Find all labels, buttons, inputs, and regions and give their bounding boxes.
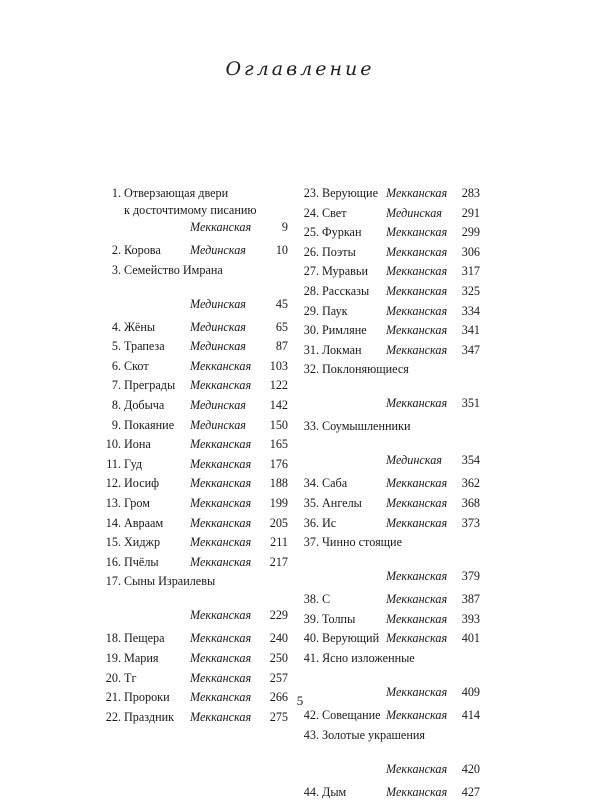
toc-entry-number: 18.	[105, 631, 121, 646]
toc-entry	[298, 303, 480, 320]
toc-entry-title	[124, 456, 142, 473]
toc-entry-title	[322, 322, 367, 339]
toc-entry-title	[124, 554, 159, 571]
toc-entry	[100, 630, 288, 647]
toc-entry-number: 22.	[105, 709, 121, 724]
toc-entry-number: 10.	[105, 437, 121, 452]
page-number: 5	[296, 693, 304, 708]
toc-entry	[100, 650, 288, 667]
toc-entry-title-line: С	[322, 592, 331, 607]
toc-entry-type: Мекканская	[190, 515, 252, 530]
toc-entry-title	[124, 242, 161, 259]
toc-entry-number: 29.	[303, 303, 319, 318]
toc-entry-number: 35.	[303, 496, 319, 510]
toc-entry-number: 1.	[111, 186, 121, 200]
toc-entry-page: 65	[275, 319, 288, 334]
toc-entry-page: 351	[461, 396, 480, 411]
toc-entry-title-line: Праздник	[124, 709, 175, 724]
toc-entry-title	[322, 515, 336, 532]
toc-entry-type: Мединская	[190, 296, 246, 311]
toc-entry-title	[322, 707, 381, 724]
toc-entry-page: 387	[461, 592, 480, 607]
toc-entry	[298, 727, 480, 778]
toc-entry-number: 24.	[303, 205, 319, 220]
toc-entry-type: Мекканская	[386, 496, 448, 510]
toc-entry-title-line: Дым	[322, 784, 347, 799]
toc-entry-number: 32.	[303, 362, 319, 377]
toc-entry-title-line: Преграды	[124, 378, 176, 393]
toc-entry-type: Мекканская	[386, 476, 448, 491]
toc-entry-number: 11.	[106, 456, 121, 471]
toc-entry-page: 334	[461, 303, 480, 318]
toc-entry-title-line: Сыны Израилевы	[124, 574, 216, 589]
toc-entry	[100, 436, 288, 453]
toc-entry-page: 217	[269, 554, 288, 569]
toc-entry-page: 165	[269, 437, 288, 452]
toc-entry-title	[124, 377, 175, 394]
toc-entry-title-line: Авраам	[124, 515, 164, 530]
toc-entry-title	[124, 417, 174, 434]
toc-entry-title	[124, 358, 149, 375]
toc-entry-title-line: Мария	[124, 651, 159, 665]
toc-entry	[298, 361, 480, 412]
toc-entry-title	[322, 727, 425, 744]
toc-entry-title	[124, 436, 151, 453]
toc-entry-title	[322, 361, 409, 378]
toc-entry-title	[322, 495, 362, 512]
toc-entry-type: Мекканская	[190, 476, 252, 491]
toc-entry	[298, 515, 480, 532]
toc-entry-type: Мекканская	[190, 651, 252, 665]
toc-entry-title-line: Хиджр	[124, 535, 161, 550]
toc-entry-number: 3.	[111, 262, 121, 277]
toc-entry-title	[124, 319, 155, 336]
toc-entry	[298, 707, 480, 724]
toc-entry-number: 40.	[303, 631, 319, 646]
toc-entry-number: 42.	[303, 708, 319, 722]
toc-entry-type: Мединская	[190, 339, 246, 354]
toc-entry-number: 17.	[105, 574, 121, 589]
toc-entry-type: Мекканская	[386, 225, 448, 240]
toc-entry-type: Мекканская	[190, 690, 252, 705]
toc-entry-title-line: Совещание	[322, 708, 381, 722]
toc-entry-page: 341	[461, 323, 480, 338]
toc-entry-type: Мекканская	[190, 437, 252, 452]
toc-entry-page: 240	[269, 631, 288, 646]
toc-entry-title-line: Локман	[322, 342, 362, 357]
toc-entry-type: Мекканская	[190, 358, 252, 373]
toc-entry-page: 368	[461, 496, 480, 510]
toc-entry	[100, 670, 288, 687]
toc-entry-number: 6.	[111, 358, 121, 373]
toc-entry-type: Мекканская	[386, 284, 448, 298]
toc-entry-page: 9	[281, 220, 288, 234]
toc-entry-title	[322, 224, 361, 241]
toc-entry-page: 283	[461, 186, 480, 200]
toc-entry	[100, 319, 288, 336]
toc-entry-type: Мекканская	[386, 784, 448, 799]
toc-entry	[298, 630, 480, 647]
toc-entry-title-line: Трапеза	[124, 339, 165, 354]
toc-entry-title-line: Скот	[124, 358, 149, 373]
toc-entry-number: 13.	[105, 496, 121, 510]
toc-entry-type: Мекканская	[386, 342, 448, 357]
toc-entry-number: 14.	[105, 515, 121, 530]
toc-entry-type: Мединская	[190, 319, 246, 334]
toc-entry-number: 16.	[105, 554, 121, 569]
toc-entry	[298, 185, 480, 202]
toc-entry-type: Мекканская	[386, 592, 448, 607]
toc-entry-title-line: Семейство Имрана	[124, 262, 223, 277]
toc-entry-number: 12.	[105, 476, 121, 491]
toc-entry-page: 122	[269, 378, 288, 393]
toc-entry-type: Мединская	[190, 417, 246, 432]
toc-entry-title	[322, 534, 402, 551]
toc-entry-page: 275	[269, 709, 288, 724]
toc-entry-title-line: Гуд	[124, 456, 143, 471]
toc-entry-title-line: Поэты	[322, 244, 356, 259]
toc-entry-type: Мекканская	[386, 303, 448, 318]
toc-entry-title	[124, 709, 174, 726]
toc-entry-page: 45	[275, 296, 288, 311]
toc-entry-title-line: Пророки	[124, 690, 170, 705]
toc-entry	[100, 515, 288, 532]
toc-entry	[100, 358, 288, 375]
toc-entry-number: 8.	[111, 398, 121, 412]
toc-entry-type: Мекканская	[190, 709, 252, 724]
toc-entry	[100, 377, 288, 394]
toc-entry	[100, 338, 288, 355]
toc-entry-type: Мединская	[190, 398, 246, 412]
toc-entry-page: 373	[461, 515, 480, 530]
toc-entry-title	[124, 262, 223, 279]
toc-entry-title-line: Иосиф	[124, 476, 160, 491]
toc-entry-title-line: Жёны	[124, 319, 156, 334]
toc-entry-title	[322, 263, 368, 280]
toc-entry-page: 142	[269, 398, 288, 412]
toc-entry-title	[124, 650, 158, 667]
toc-entry-page: 401	[461, 631, 480, 646]
toc-entry-page: 150	[269, 417, 288, 432]
toc-entry-page: 354	[461, 453, 480, 468]
toc-entry-page: 299	[461, 225, 480, 240]
toc-entry-number: 39.	[303, 611, 319, 626]
toc-entry-title-line: Толпы	[322, 611, 356, 626]
toc-entry	[298, 495, 480, 512]
toc-entry-page: 257	[269, 670, 288, 685]
toc-entry	[100, 495, 288, 512]
toc-entry-type: Мекканская	[386, 611, 448, 626]
toc-entry-title	[322, 244, 356, 261]
toc-entry-number: 7.	[111, 378, 121, 393]
toc-entry-title-line: Верующие	[322, 186, 378, 200]
toc-entry	[100, 554, 288, 571]
toc-entry-number: 34.	[303, 476, 319, 491]
toc-entry-title	[322, 630, 379, 647]
toc-entry-type: Мекканская	[386, 515, 448, 530]
toc-entry-page: 347	[461, 342, 480, 357]
toc-entry-title	[124, 670, 136, 687]
toc-entry	[100, 242, 288, 259]
toc-entry-title-line: Пчёлы	[124, 554, 159, 569]
toc-entry-title	[322, 283, 369, 300]
toc-entry-type: Мекканская	[386, 244, 448, 259]
toc-entry	[100, 534, 288, 551]
toc-entry-title-line: Паук	[322, 303, 348, 318]
toc-entry-title-line: Римляне	[322, 323, 367, 338]
toc-entry-title	[322, 185, 378, 202]
toc-entry-number: 26.	[303, 244, 319, 259]
toc-entry-title	[322, 303, 348, 320]
toc-entry-number: 4.	[111, 319, 121, 334]
toc-entry-page: 409	[461, 685, 480, 699]
toc-entry-title	[322, 475, 347, 492]
toc-entry	[298, 283, 480, 300]
toc-entry-title-line: Поклоняющиеся	[322, 362, 409, 377]
toc-entry-type: Мекканская	[386, 708, 448, 722]
toc-entry-type: Мекканская	[190, 220, 252, 234]
toc-entry-page: 414	[461, 708, 480, 722]
toc-entry-number: 43.	[303, 727, 319, 742]
toc-entry-number: 27.	[303, 264, 319, 279]
toc-entry-page: 325	[461, 284, 480, 298]
toc-entry-type: Мекканская	[386, 685, 448, 699]
toc-entry-page: 188	[269, 476, 288, 491]
toc-entry-title-line: Ис	[322, 515, 337, 530]
toc-entry	[298, 263, 480, 280]
toc-entry	[100, 456, 288, 473]
toc-entry-type: Мекканская	[190, 378, 252, 393]
toc-entry-type: Мекканская	[190, 456, 252, 471]
toc-entry	[298, 205, 480, 222]
toc-entry-type: Мекканская	[190, 631, 252, 646]
toc-entry-title-line: Муравьи	[322, 264, 368, 279]
toc-entry-number: 36.	[303, 515, 319, 530]
toc-entry-page: 205	[269, 515, 288, 530]
toc-entry-title	[124, 475, 159, 492]
toc-entry-title-line: Свет	[322, 205, 347, 220]
toc-entry-page: 176	[269, 456, 288, 471]
toc-entry-title-line: Иона	[124, 437, 151, 452]
toc-entry-number: 2.	[111, 243, 121, 257]
toc-entry-page: 317	[461, 264, 480, 279]
toc-entry-title-line: Корова	[124, 243, 161, 257]
toc-entry-type: Мекканская	[190, 608, 252, 623]
toc-entry-page: 211	[270, 535, 288, 550]
toc-entry-title	[124, 338, 165, 355]
toc-entry-type: Мекканская	[386, 396, 448, 411]
toc-entry-type: Мекканская	[190, 670, 252, 685]
toc-entry-page: 199	[269, 496, 288, 510]
toc-entry	[100, 573, 288, 624]
toc-entry-type: Мекканская	[386, 631, 448, 646]
toc-entry-page: 427	[461, 784, 480, 799]
toc-entry-number: 5.	[111, 339, 121, 354]
toc-entry-title	[124, 397, 164, 414]
toc-entry-title-line: к досточтимому писанию	[124, 203, 257, 217]
toc-entry-title	[124, 515, 163, 532]
toc-entry-number: 25.	[303, 225, 319, 240]
toc-entry-page: 393	[461, 611, 480, 626]
toc-entry	[298, 342, 480, 359]
toc-entry-title-line: Отверзающая двери	[124, 186, 229, 200]
toc-entry-type: Мекканская	[190, 554, 252, 569]
toc-entry-page: 420	[461, 761, 480, 776]
toc-entry-title	[322, 342, 362, 359]
toc-entry-number: 28.	[303, 284, 319, 298]
toc-entry-title-line: Покаяние	[124, 417, 175, 432]
toc-entry	[100, 397, 288, 414]
toc-entry	[298, 244, 480, 261]
toc-entry-page: 306	[461, 244, 480, 259]
toc-entry-page: 379	[461, 569, 480, 584]
toc-entry-type: Мединская	[386, 453, 442, 468]
toc-entry-number: 9.	[111, 417, 121, 432]
toc-entry	[100, 262, 288, 313]
toc-entry-number: 15.	[105, 535, 121, 550]
toc-entry-title	[124, 573, 215, 590]
toc-entry-title	[124, 495, 150, 512]
toc-entry-title-line: Чинно стоящие	[322, 535, 402, 550]
toc-entry	[298, 611, 480, 628]
toc-entry	[298, 322, 480, 339]
toc-entry-title	[124, 185, 257, 219]
toc-entry-type: Мединская	[190, 243, 246, 257]
toc-entry-page: 266	[269, 690, 288, 705]
toc-entry	[298, 418, 480, 469]
toc-entry	[298, 224, 480, 241]
toc-entry-type: Мекканская	[386, 761, 448, 776]
toc-entry-type: Мекканская	[386, 323, 448, 338]
toc-entry-title-line: Саба	[322, 476, 348, 491]
toc-entry-type: Мекканская	[386, 569, 448, 584]
page-title: Оглавление	[225, 58, 375, 80]
toc-entry-page: 229	[269, 608, 288, 623]
toc-entry-title	[322, 591, 330, 608]
toc-entry	[100, 417, 288, 434]
toc-entry-number: 30.	[303, 323, 319, 338]
toc-entry-title-line: Тг	[124, 670, 137, 685]
toc-entry-title-line: Гром	[124, 496, 150, 510]
toc-entry-title-line: Рассказы	[322, 284, 370, 298]
toc-entry-number: 38.	[303, 592, 319, 607]
toc-entry-page: 10	[275, 243, 288, 257]
toc-entry-title-line: Ясно изложенные	[322, 651, 415, 665]
toc-entry-page: 362	[461, 476, 480, 491]
toc-entry-title-line: Фуркан	[322, 225, 362, 240]
toc-entry-page: 250	[269, 651, 288, 665]
toc-entry-title-line: Добыча	[124, 398, 165, 412]
toc-entry-title	[322, 611, 355, 628]
toc-entry-type: Мекканская	[386, 186, 448, 200]
toc-entry-page: 291	[461, 205, 480, 220]
toc-entry-number: 31.	[303, 342, 319, 357]
toc-entry	[100, 709, 288, 726]
toc-entry-number: 37.	[303, 535, 319, 550]
toc-entry	[298, 475, 480, 492]
toc-entry	[100, 475, 288, 492]
toc-entry-number: 19.	[105, 651, 121, 665]
toc-entry	[298, 784, 480, 801]
toc-entry-title-line: Соумышленники	[322, 419, 411, 434]
toc-entry-number: 23.	[303, 186, 319, 200]
toc-entry-type: Мекканская	[386, 264, 448, 279]
toc-entry	[298, 534, 480, 585]
toc-entry-number: 21.	[105, 690, 121, 705]
toc-entry-title	[124, 534, 160, 551]
toc-entry-number: 44.	[303, 784, 319, 799]
toc-entry	[100, 185, 288, 236]
toc-entry-title-line: Верующий	[322, 631, 380, 646]
toc-entry-title	[322, 205, 347, 222]
toc-entry-title	[322, 650, 415, 667]
toc-entry-title-line: Пещера	[124, 631, 165, 646]
toc-entry-page: 103	[269, 358, 288, 373]
toc-entry-title-line: Ангелы	[322, 496, 362, 510]
toc-entry	[298, 591, 480, 608]
toc-entry-title	[322, 784, 346, 801]
toc-entry-type: Мекканская	[190, 535, 252, 550]
toc-entry-number: 41.	[303, 651, 319, 665]
toc-entry-type: Мекканская	[190, 496, 252, 510]
toc-entry-number: 20.	[105, 670, 121, 685]
toc-entry-page: 87	[275, 339, 288, 354]
toc-entry-number: 33.	[303, 419, 319, 434]
toc-entry-type: Мединская	[386, 205, 442, 220]
toc-entry-title-line: Золотые украшения	[322, 727, 425, 742]
toc-entry-title	[124, 630, 165, 647]
toc-entry-title	[322, 418, 410, 435]
